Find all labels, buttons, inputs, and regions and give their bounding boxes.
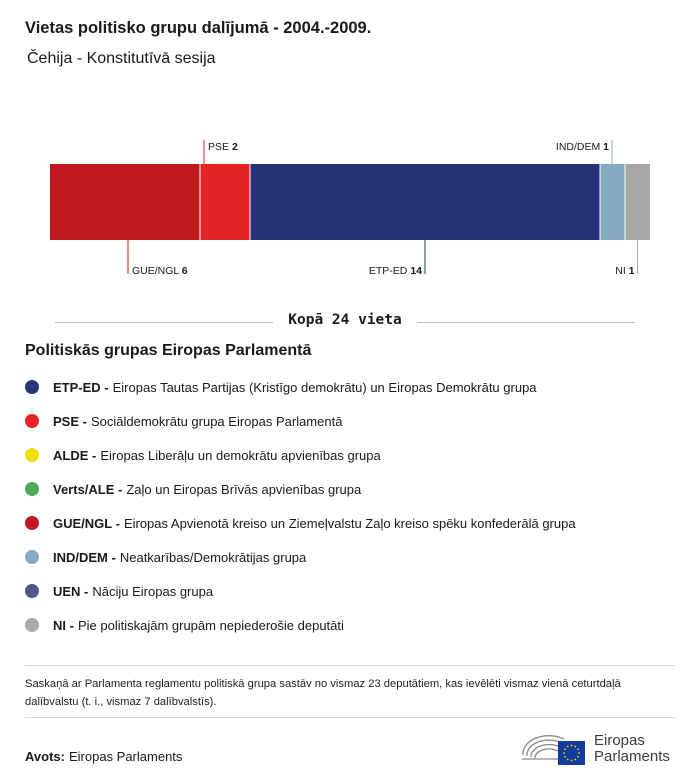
parliament-emblem-icon (520, 729, 588, 769)
legend-dot-icon (25, 550, 39, 564)
stacked-bar-chart (0, 120, 700, 290)
legend-dot-icon (25, 448, 39, 462)
legend-desc: Pie politiskajām grupām nepiederošie deputāti (77, 617, 344, 633)
eu-star-icon (567, 759, 569, 761)
source (25, 749, 182, 764)
legend-desc: Neatkarības/Demokrātijas grupa (119, 549, 307, 565)
legend-abbr: UEN - (53, 583, 89, 599)
eu-star-icon (577, 756, 579, 758)
legend-dot-icon (25, 584, 39, 598)
bar-segment-gue-ngl (50, 164, 200, 240)
legend-abbr: PSE - (53, 413, 87, 429)
eu-star-icon (571, 745, 573, 747)
eu-star-icon (578, 752, 580, 754)
eu-star-icon (564, 756, 566, 758)
source-label: Avots: (25, 749, 65, 764)
logo-text-line1: Eiropas (594, 732, 645, 749)
legend-item-ni (25, 608, 675, 642)
legend-desc: Eiropas Apvienotā kreiso un Ziemeļvalstu Zaļo kreiso spēku konfederālā grupa (123, 515, 576, 531)
legend-dot-icon (25, 482, 39, 496)
segment-label-etp-ed: ETP-ED 14 (368, 265, 422, 277)
legend-item-alde (25, 438, 675, 472)
eu-star-icon (574, 746, 576, 748)
source-value: Eiropas Parlaments (68, 749, 183, 764)
legend-item-ind-dem (25, 540, 675, 574)
eu-star-icon (563, 752, 565, 754)
legend-desc: Sociāldemokrātu grupa Eiropas Parlamentā (90, 413, 343, 429)
note-divider-top (25, 665, 675, 666)
eu-star-icon (574, 759, 576, 761)
logo-text (594, 733, 670, 765)
legend-dot-icon (25, 380, 39, 394)
eu-star-icon (577, 748, 579, 750)
legend (25, 370, 675, 642)
eu-star-icon (571, 760, 573, 762)
legend-abbr: ETP-ED - (53, 379, 109, 395)
segment-label-ind-dem: IND/DEM 1 (555, 141, 609, 153)
legend-title: Politiskās grupas Eiropas Parlamentā (25, 342, 312, 359)
bar-segment-pse (200, 164, 250, 240)
segment-label-gue-ngl: GUE/NGL 6 (132, 265, 188, 277)
note-divider-bottom (25, 717, 675, 718)
legend-desc: Eiropas Tautas Partijas (Kristīgo demokrātu) un Eiropas Demokrātu grupa (112, 379, 537, 395)
legend-dot-icon (25, 516, 39, 530)
chart-subtitle: Čehija - Konstitutīvā sesija (27, 50, 216, 67)
segment-label-ni: NI 1 (615, 265, 635, 277)
legend-item-gue-ngl (25, 506, 675, 540)
legend-abbr: Verts/ALE - (53, 481, 123, 497)
bar-segment-ni (625, 164, 650, 240)
total-seats-row (55, 310, 635, 334)
total-divider-right (417, 322, 635, 323)
legend-abbr: ALDE - (53, 447, 97, 463)
footnote: Saskaņā ar Parlamenta reglamentu politiskā grupa sastāv no vismaz 23 deputātiem, kas ievēlēti vismaz vienā ceturtdaļā dalībvalstu (t. i., vismaz 7 dalībvalstīs). (25, 678, 621, 708)
legend-dot-icon (25, 618, 39, 632)
legend-desc: Nāciju Eiropas grupa (92, 583, 214, 599)
legend-abbr: IND/DEM - (53, 549, 116, 565)
legend-desc: Zaļo un Eiropas Brīvās apvienības grupa (126, 481, 362, 497)
eu-flag-icon (558, 741, 585, 765)
legend-abbr: GUE/NGL - (53, 515, 120, 531)
legend-dot-icon (25, 414, 39, 428)
chart-title: Vietas politisko grupu dalījumā - 2004.-2009. (25, 19, 372, 37)
total-seats-label: Kopā 24 vieta (288, 312, 402, 328)
segment-label-pse: PSE 2 (208, 141, 238, 153)
legend-desc: Eiropas Liberāļu un demokrātu apvienības grupa (100, 447, 381, 463)
legend-item-etp-ed (25, 370, 675, 404)
legend-item-pse (25, 404, 675, 438)
legend-abbr: NI - (53, 617, 74, 633)
bar-segment-etp-ed (250, 164, 600, 240)
european-parliament-logo[interactable] (520, 729, 680, 769)
eu-star-icon (567, 746, 569, 748)
bar-segment-ind-dem (600, 164, 625, 240)
legend-item-verts-ale (25, 472, 675, 506)
logo-text-line2: Parlaments (594, 748, 670, 765)
legend-item-uen (25, 574, 675, 608)
eu-star-icon (564, 748, 566, 750)
